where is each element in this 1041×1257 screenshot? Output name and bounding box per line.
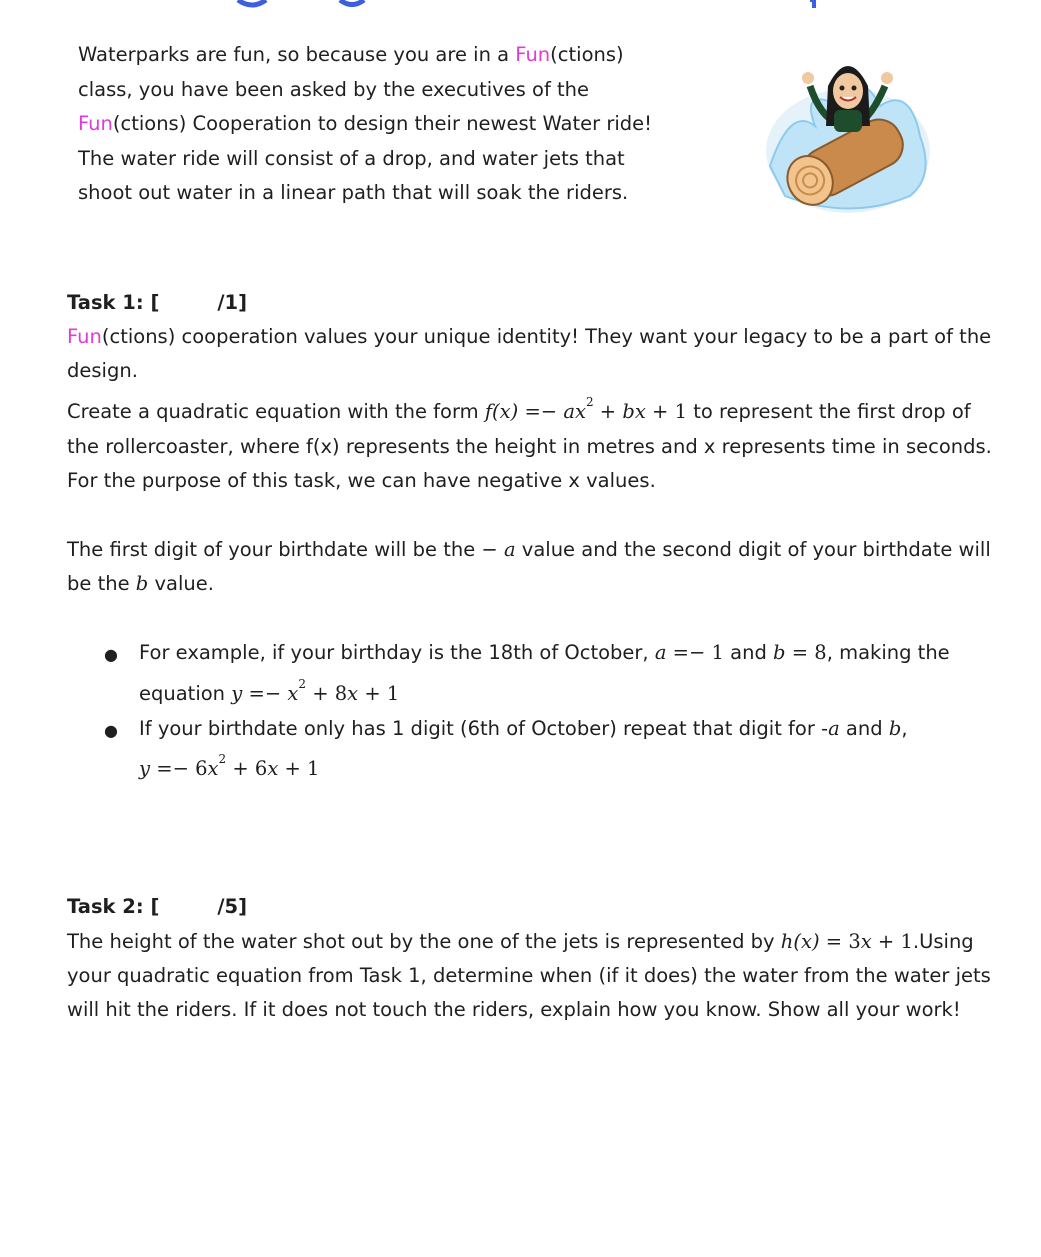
bullet-2: ● (104, 721, 118, 740)
header-arcs-decoration (0, 0, 1041, 12)
task2-line-3: will hit the riders. If it does not touch the riders, explain how you know. Show all your work! (67, 998, 961, 1021)
task1-negative-line: For the purpose of this task, we can have negative x values. (67, 469, 656, 492)
fun-highlight: Fun (67, 325, 102, 348)
bullet-2-line-1: If your birthdate only has 1 digit (6th of October) repeat that digit for -a and b, (139, 717, 908, 740)
task2-line-1: The height of the water shot out by the one of the jets is represented by h(x) = 3x + 1.Using (67, 930, 974, 953)
bullet-1-equation: equation $y =- x^2 + 8x + 1$ (139, 677, 400, 705)
intro-line-3: Fun(ctions) Cooperation to design their newest Water ride! (78, 112, 652, 135)
task2-line-2: your quadratic equation from Task 1, determine when (if it does) the water from the water jets (67, 964, 991, 987)
bullet-1: ● (104, 645, 118, 664)
task1-intro-line-1: Fun(ctions) cooperation values your unique identity! They want your legacy to be a part of the (67, 325, 992, 348)
task2-heading: Task 2: [ /5] (67, 895, 247, 918)
bullet-2-equation: $y =- 6x^2 + 6x + 1$ (139, 752, 320, 780)
intro-line-1: Waterparks are fun, so because you are in a Fun(ctions) (78, 43, 624, 66)
task1-rollercoaster-line: the rollercoaster, where f(x) represents the height in metres and x represents time in seconds. (67, 435, 992, 458)
intro-line-5: shoot out water in a linear path that will soak the riders. (78, 181, 629, 204)
task1-intro-line-2: design. (67, 359, 138, 382)
fun-highlight: Fun (515, 43, 551, 66)
intro-line-2: class, you have been asked by the executives of the (78, 78, 590, 101)
task1-form-line: Create a quadratic equation with the form $f(x) =- ax^2$ + bx + 1 to represent the first drop of (67, 395, 971, 423)
fun-highlight: Fun (78, 112, 113, 135)
bitmoji-log-ride-icon (760, 46, 935, 226)
intro-line-4: The water ride will consist of a drop, and water jets that (78, 147, 625, 170)
bullet-1-line-1: For example, if your birthday is the 18th of October, a =− 1 and b = 8, making the (139, 641, 950, 664)
task1-digit-line-2: be the b value. (67, 572, 214, 595)
task1-heading: Task 1: [ /1] (67, 291, 247, 314)
task1-digit-line-1: The first digit of your birthdate will be the − a value and the second digit of your birthdate will (67, 538, 991, 561)
